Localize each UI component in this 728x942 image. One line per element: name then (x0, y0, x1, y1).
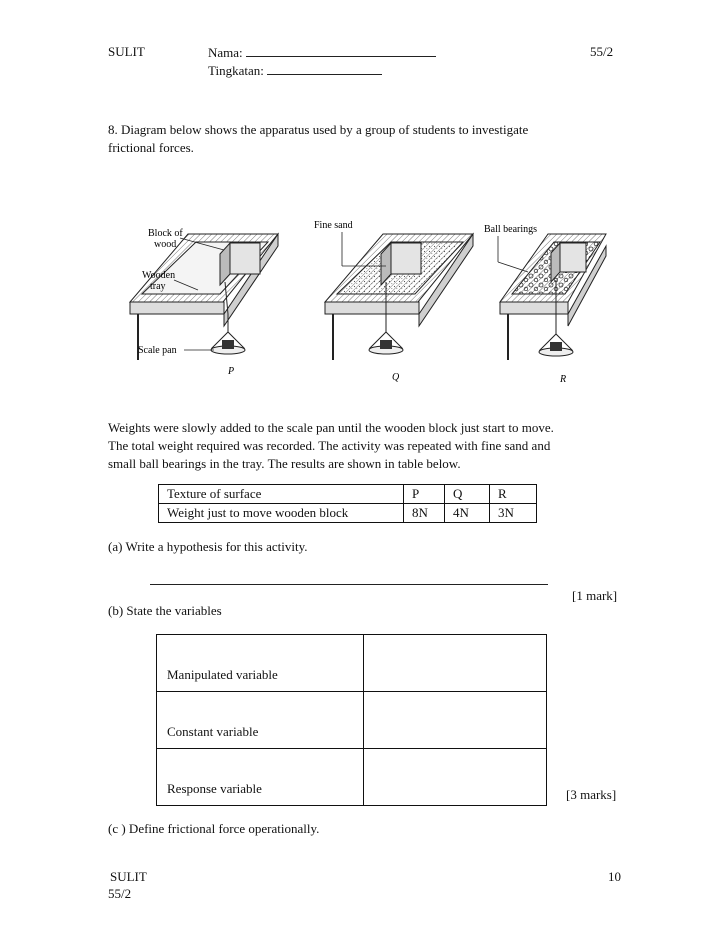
procedure-line-2: The total weight required was recorded. The activity was repeated with fine sand and (108, 438, 551, 453)
header-sulit: SULIT (108, 44, 145, 59)
header-code: 55/2 (590, 44, 614, 59)
tingkatan-blank (267, 62, 382, 75)
label-block-line1: Block of (148, 228, 183, 239)
apparatus-diagram (128, 210, 608, 390)
variable-label: Response variable (157, 749, 364, 806)
table-row (159, 504, 537, 523)
tingkatan-label: Tingkatan: (208, 63, 264, 78)
caption-r: R (560, 374, 567, 385)
name-field (208, 44, 436, 61)
caption-q: Q (392, 372, 400, 383)
question-intro: 8. Diagram below shows the apparatus used by a group of students to investigate (108, 122, 529, 137)
table-row (157, 635, 547, 692)
results-table (158, 484, 537, 523)
label-block-line2: wood (154, 239, 177, 250)
footer-sulit: SULIT (110, 869, 147, 884)
hypothesis-answer-line[interactable] (150, 583, 548, 585)
question-intro-cont: frictional forces. (108, 140, 194, 155)
procedure-line-3: small ball bearings in the tray. The results are shown in table below. (108, 456, 461, 471)
apparatus-q (325, 234, 473, 360)
part-c-question: (c ) Define frictional force operationally. (108, 821, 320, 836)
procedure-line-1: Weights were slowly added to the scale pan until the wooden block just start to move. (108, 420, 554, 435)
response-variable-answer[interactable] (364, 749, 547, 806)
name-label: Nama: (208, 45, 243, 60)
page-number: 10 (608, 869, 621, 884)
part-a-question: (a) Write a hypothesis for this activity. (108, 539, 308, 554)
part-a-marks: [1 mark] (572, 588, 618, 603)
caption-p: P (228, 366, 235, 377)
footer-code: 55/2 (108, 886, 132, 901)
table-cell: 3N (490, 504, 537, 523)
label-tray-line2: tray (150, 281, 166, 292)
part-b-question: (b) State the variables (108, 603, 222, 618)
manipulated-variable-answer[interactable] (364, 635, 547, 692)
label-ball-bearings: Ball bearings (484, 224, 538, 235)
table-row (157, 749, 547, 806)
variables-table (156, 634, 547, 806)
label-tray-line1: Wooden (142, 270, 176, 281)
apparatus-p (130, 234, 278, 360)
table-cell: P (404, 485, 445, 504)
variable-label: Constant variable (157, 692, 364, 749)
table-cell: Texture of surface (159, 485, 404, 504)
label-fine-sand: Fine sand (314, 220, 353, 231)
name-blank (246, 44, 436, 57)
part-b-marks: [3 marks] (566, 787, 617, 802)
table-cell: R (490, 485, 537, 504)
table-row (157, 692, 547, 749)
table-cell: 4N (445, 504, 490, 523)
table-row (159, 485, 537, 504)
form-field (208, 62, 382, 79)
constant-variable-answer[interactable] (364, 692, 547, 749)
apparatus-r (500, 234, 606, 360)
variable-label: Manipulated variable (157, 635, 364, 692)
table-cell: Weight just to move wooden block (159, 504, 404, 523)
table-cell: Q (445, 485, 490, 504)
label-scale-pan: Scale pan (138, 345, 177, 356)
table-cell: 8N (404, 504, 445, 523)
